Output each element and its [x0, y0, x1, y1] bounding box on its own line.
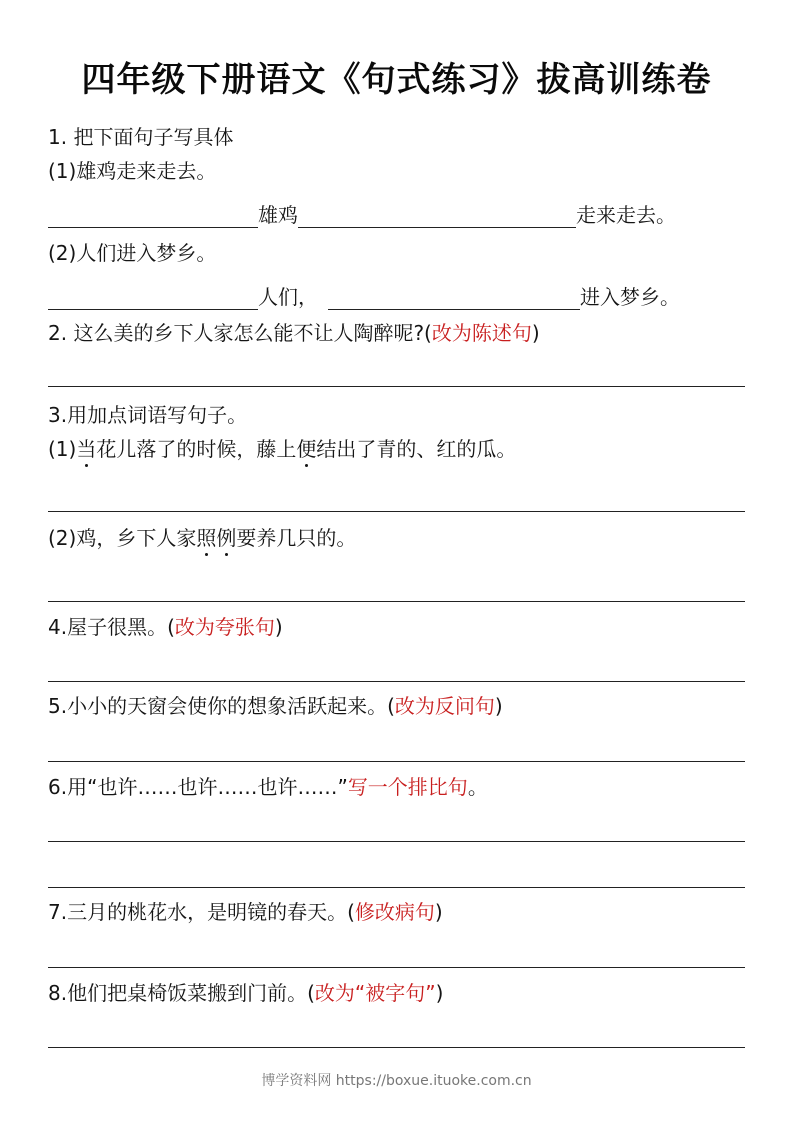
q7-question: 7.三月的桃花水，是明镜的春天。( — [48, 900, 355, 924]
q5-close: ) — [494, 694, 503, 718]
q1-sub1-fill-row — [48, 198, 676, 228]
q1-sub1-fill-mid: 雄鸡 — [258, 203, 298, 227]
answer-line[interactable] — [48, 1047, 745, 1048]
answer-blank[interactable] — [328, 287, 580, 310]
answer-line[interactable] — [48, 761, 745, 762]
dotted-word: 例 — [216, 526, 237, 550]
answer-blank[interactable] — [298, 205, 576, 228]
worksheet-title: 四年级下册语文《句式练习》拔高训练卷 — [81, 60, 712, 100]
q3-sub1 — [48, 436, 516, 462]
q8-text — [48, 980, 443, 1006]
q1-sub1-prompt: (1)雄鸡走来走去。 — [48, 159, 217, 183]
q6-close: 。 — [467, 775, 488, 799]
answer-line[interactable] — [48, 887, 745, 888]
q7-instruction: 修改病句 — [354, 900, 435, 924]
q6-question: 6.用“也许……也许……也许……” — [48, 775, 348, 799]
q8-question: 8.他们把桌椅饭菜搬到门前。( — [48, 981, 315, 1005]
q3-sub1-pre: (1) — [48, 437, 77, 461]
answer-line[interactable] — [48, 601, 745, 602]
q3-sub2-pre: (2)鸡，乡下人家 — [48, 526, 197, 550]
answer-line[interactable] — [48, 841, 745, 842]
q2-text — [48, 320, 540, 346]
q6-instruction: 写一个排比句 — [347, 775, 468, 799]
q8-close: ) — [435, 981, 444, 1005]
q7-text — [48, 899, 443, 925]
answer-line[interactable] — [48, 386, 745, 387]
q7-close: ) — [434, 900, 443, 924]
q4-close: ) — [274, 615, 283, 639]
q2-close: ) — [531, 321, 540, 345]
answer-blank[interactable] — [48, 287, 258, 310]
q1-sub2-fill-row — [48, 280, 680, 310]
answer-line[interactable] — [48, 967, 745, 968]
q8-instruction: 改为“被字句” — [314, 981, 436, 1005]
answer-blank[interactable] — [48, 205, 258, 228]
q3-sub1-mid: 花儿落了的时候，藤上 — [96, 437, 297, 461]
footer-watermark: 博学资料网 https://boxue.ituoke.com.cn — [261, 1073, 532, 1089]
dotted-word: 当 — [76, 437, 97, 461]
q4-instruction: 改为夸张句 — [174, 615, 275, 639]
q3-sub2-post: 要养几只的。 — [236, 526, 357, 550]
q1-sub2-fill-end: 进入梦乡。 — [580, 285, 680, 309]
q1-sub1-fill-end: 走来走去。 — [576, 203, 676, 227]
answer-line[interactable] — [48, 681, 745, 682]
q3-sub1-post: 结出了青的、红的瓜。 — [316, 437, 517, 461]
q4-text — [48, 614, 283, 640]
q5-text — [48, 693, 503, 719]
answer-line[interactable] — [48, 511, 745, 512]
q1-sub2-fill-mid: 人们， — [258, 285, 318, 309]
q3-heading: 3.用加点词语写句子。 — [48, 403, 248, 427]
q2-question: 2. 这么美的乡下人家怎么能不让人陶醉呢?( — [48, 321, 432, 345]
q5-instruction: 改为反问句 — [394, 694, 495, 718]
q4-question: 4.屋子很黑。( — [48, 615, 175, 639]
q3-sub2 — [48, 525, 356, 551]
q2-instruction: 改为陈述句 — [431, 321, 532, 345]
dotted-word: 照 — [196, 526, 217, 550]
q6-text — [48, 774, 488, 800]
q5-question: 5.小小的天窗会使你的想象活跃起来。( — [48, 694, 395, 718]
q1-sub2-prompt: (2)人们进入梦乡。 — [48, 241, 217, 265]
q1-heading: 1. 把下面句子写具体 — [48, 125, 234, 149]
dotted-word: 便 — [296, 437, 317, 461]
